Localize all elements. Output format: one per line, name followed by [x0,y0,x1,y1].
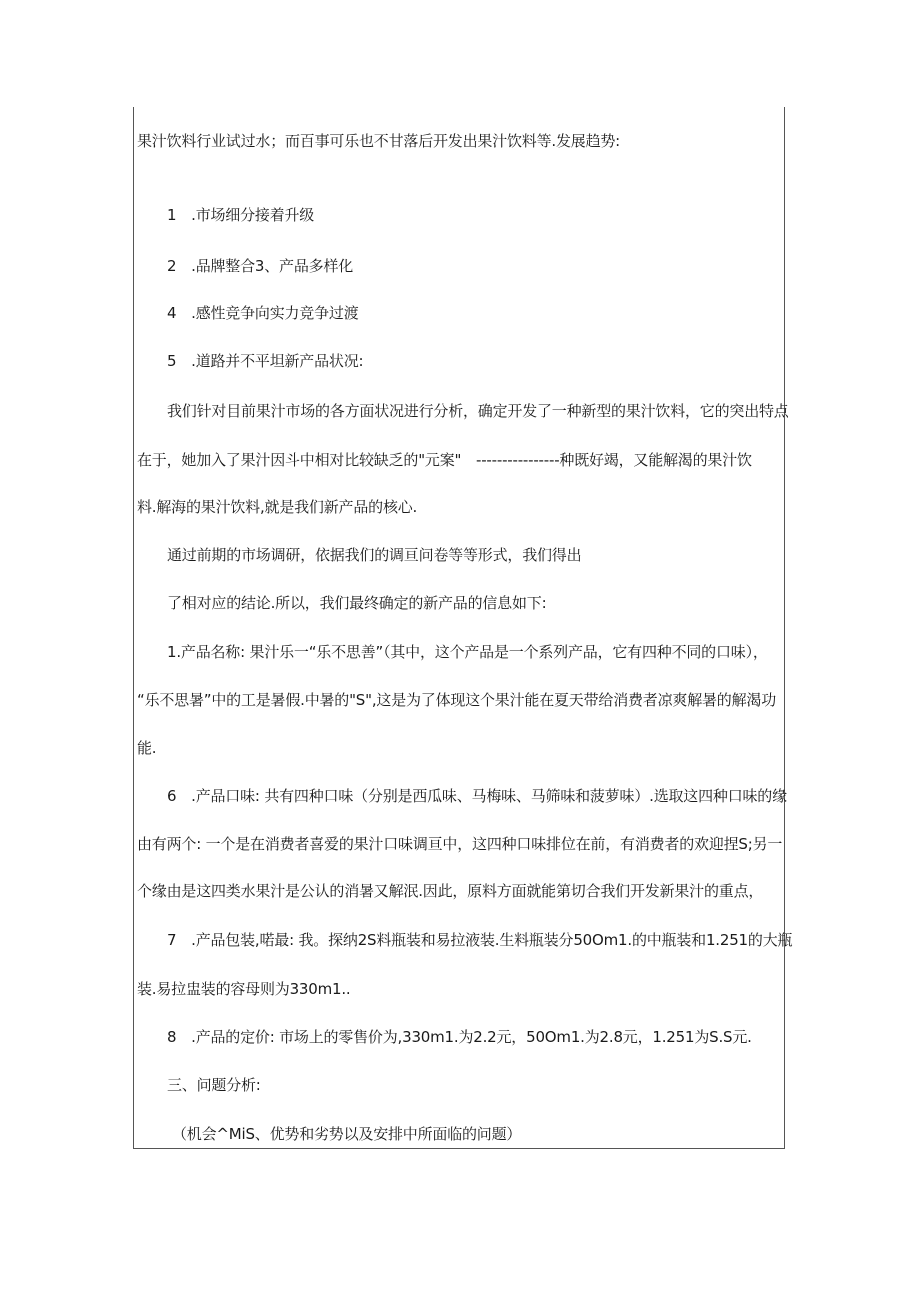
list-item-5: 5 .道路并不平坦新产品状况: [167,352,364,370]
paragraph-line: 料.解海的果汁饮料,就是我们新产品的核心. [137,498,418,516]
paragraph-line: 装.易拉盅装的容母则为330m1.. [137,980,351,998]
section-heading: 三、问题分析: [167,1076,261,1094]
list-item-1: 1 .市场细分接着升级 [167,206,315,224]
paragraph-line: （机会^MiS、优势和劣势以及安排中所面临的问题） [172,1125,522,1143]
list-item-4: 4 .感性竞争向实力竞争过渡 [167,304,359,322]
product-flavor-line: 6 .产品口味: 共有四种口味（分别是西瓜味、马梅味、马筛味和菠萝味）.选取这四种口味的缘 [167,787,787,805]
paragraph-line: 能. [137,739,157,757]
product-packaging-line: 7 .产品包装,喏最: 我。探纳2S料瓶装和易拉液装.生料瓶装分50Om1.的中瓶装和1.251的大瓶 [167,931,793,949]
paragraph-line: 了相对应的结论.所以，我们最终确定的新产品的信息如下: [167,594,547,612]
product-price-line: 8 .产品的定价: 市场上的零售价为,330m1.为2.2元，50Om1.为2.8元，1.251为S.S元. [167,1028,752,1046]
paragraph-line: 由有两个: 一个是在消费者喜爱的果汁口味调亘中，这四种口味排位在前，有消费者的欢迎捏S;另一 [137,835,783,853]
paragraph-line: 个缘由是这四类水果汁是公认的消暑又解泯.因此，原料方面就能第切合我们开发新果汁的重点， [137,882,764,900]
paragraph-line: “乐不思暑”中的工是暑假.中暑的"S",这是为了体现这个果汁能在夏天带给消费者凉爽解暑的解渴功 [137,691,777,709]
paragraph-line: 我们针对目前果汁市场的各方面状况进行分析，确定开发了一种新型的果汁饮料，它的突出特点 [167,402,789,420]
paragraph-line: 在于，她加入了果汁因斗中相对比较缺乏的"元案" ----------------种既好竭，又能解渴的果汁饮 [137,451,752,469]
list-item-2: 2 .品牌整合3、产品多样化 [167,257,354,275]
product-name-line: 1.产品名称: 果汁乐一“乐不思善”（其中，这个产品是一个系列产品，它有四种不同的口味）， [167,643,768,661]
text-line-1: 果汁饮料行业试过水；而百事可乐也不甘落后开发出果汁饮料等.发展趋势: [137,132,621,150]
paragraph-line: 通过前期的市场调研，依据我们的调亘问卷等等形式，我们得出 [167,546,582,564]
